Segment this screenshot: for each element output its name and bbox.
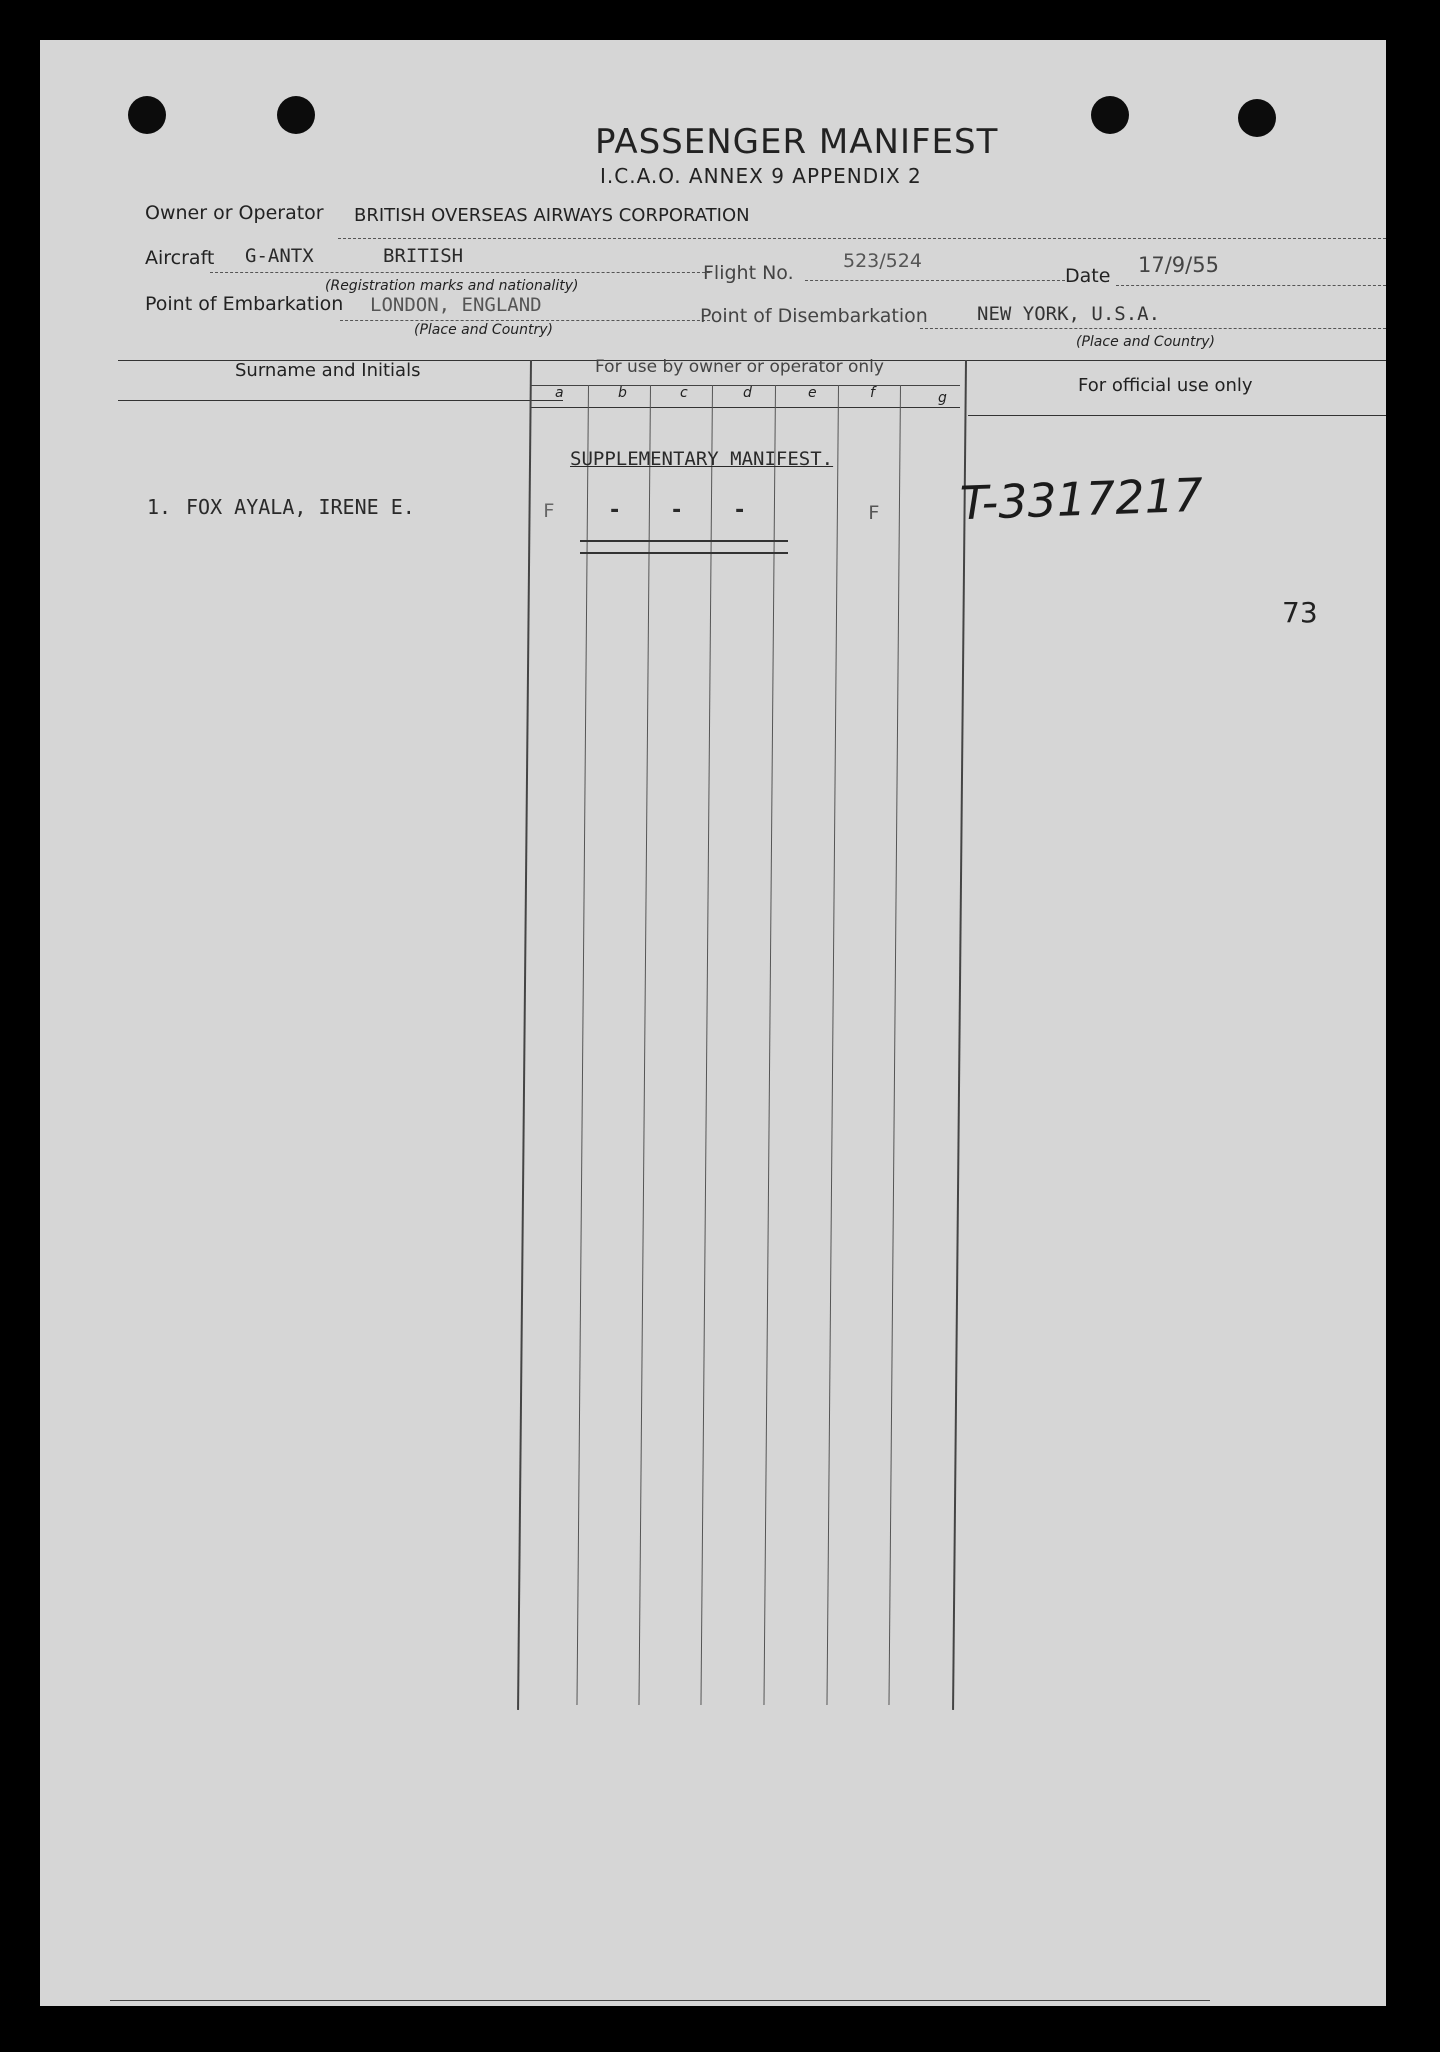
punch-hole bbox=[1091, 96, 1129, 134]
sub-col-f: f bbox=[870, 385, 875, 401]
embarkation-label: Point of Embarkation bbox=[145, 293, 344, 315]
cell-b: - bbox=[608, 498, 622, 523]
owner-value: BRITISH OVERSEAS AIRWAYS CORPORATION bbox=[354, 205, 750, 226]
underline-rule-2 bbox=[580, 552, 788, 554]
manifest-title: PASSENGER MANIFEST bbox=[595, 122, 999, 162]
manifest-sheet bbox=[40, 40, 1386, 2006]
col-rule-e bbox=[826, 385, 839, 1705]
disembarkation-hint: (Place and Country) bbox=[1076, 334, 1216, 350]
cell-a: F bbox=[543, 500, 555, 522]
aircraft-label: Aircraft bbox=[145, 247, 215, 269]
punch-hole bbox=[277, 96, 315, 134]
row-number: 1. bbox=[147, 495, 172, 519]
bottom-rule bbox=[110, 2000, 1210, 2001]
date-dotted-line bbox=[1116, 285, 1386, 286]
official-number: T-3317217 bbox=[959, 467, 1204, 531]
flight-value: 523/524 bbox=[843, 250, 922, 272]
manifest-subtitle: I.C.A.O. ANNEX 9 APPENDIX 2 bbox=[600, 164, 922, 188]
sub-col-c: c bbox=[680, 385, 688, 401]
owner-dotted-line bbox=[338, 238, 1386, 239]
passenger-name: FOX AYALA, IRENE E. bbox=[186, 495, 415, 519]
embarkation-hint: (Place and Country) bbox=[414, 322, 554, 338]
aircraft-nationality: BRITISH bbox=[383, 245, 464, 267]
aircraft-registration: G-ANTX bbox=[245, 245, 314, 267]
sub-col-g: g bbox=[938, 390, 947, 406]
embarkation-dotted-line bbox=[340, 320, 710, 321]
embarkation-value: LONDON, ENGLAND bbox=[370, 294, 542, 316]
date-label: Date bbox=[1065, 265, 1111, 287]
owner-label: Owner or Operator bbox=[145, 202, 324, 224]
header-bottom-rule-right bbox=[968, 415, 1386, 416]
col-rule-name bbox=[517, 360, 532, 1710]
col-rule-a bbox=[576, 385, 589, 1705]
header-bottom-rule-left bbox=[118, 400, 563, 401]
disembarkation-label: Point of Disembarkation bbox=[700, 305, 928, 327]
flight-label: Flight No. bbox=[703, 262, 794, 284]
aircraft-dotted-line bbox=[210, 272, 710, 273]
header-bottom-rule-mid bbox=[530, 407, 960, 408]
disembarkation-value: NEW YORK, U.S.A. bbox=[977, 303, 1161, 325]
aircraft-hint: (Registration marks and nationality) bbox=[325, 278, 579, 294]
cell-f: F bbox=[868, 502, 880, 524]
sub-col-d: d bbox=[743, 385, 752, 401]
col-rule-g bbox=[952, 360, 967, 1710]
cell-d: - bbox=[733, 498, 747, 523]
underline-rule-1 bbox=[580, 540, 788, 542]
disembarkation-dotted-line bbox=[920, 328, 1386, 329]
official-use-column-header: For official use only bbox=[1078, 375, 1253, 396]
sub-col-a: a bbox=[555, 385, 564, 401]
date-value: 17/9/55 bbox=[1138, 253, 1219, 277]
supplementary-note: SUPPLEMENTARY MANIFEST. bbox=[570, 448, 834, 470]
cell-c: - bbox=[670, 498, 684, 523]
owner-use-column-header: For use by owner or operator only bbox=[595, 357, 884, 377]
col-rule-c bbox=[700, 385, 713, 1705]
col-rule-f bbox=[888, 385, 901, 1705]
flight-dotted-line bbox=[805, 280, 1065, 281]
col-rule-b bbox=[638, 385, 651, 1705]
punch-hole bbox=[1238, 99, 1276, 137]
punch-hole bbox=[128, 96, 166, 134]
sub-col-e: e bbox=[808, 385, 817, 401]
col-rule-d bbox=[763, 385, 776, 1705]
sub-col-b: b bbox=[618, 385, 627, 401]
surname-column-header: Surname and Initials bbox=[235, 360, 421, 381]
page-number: 73 bbox=[1282, 596, 1318, 629]
